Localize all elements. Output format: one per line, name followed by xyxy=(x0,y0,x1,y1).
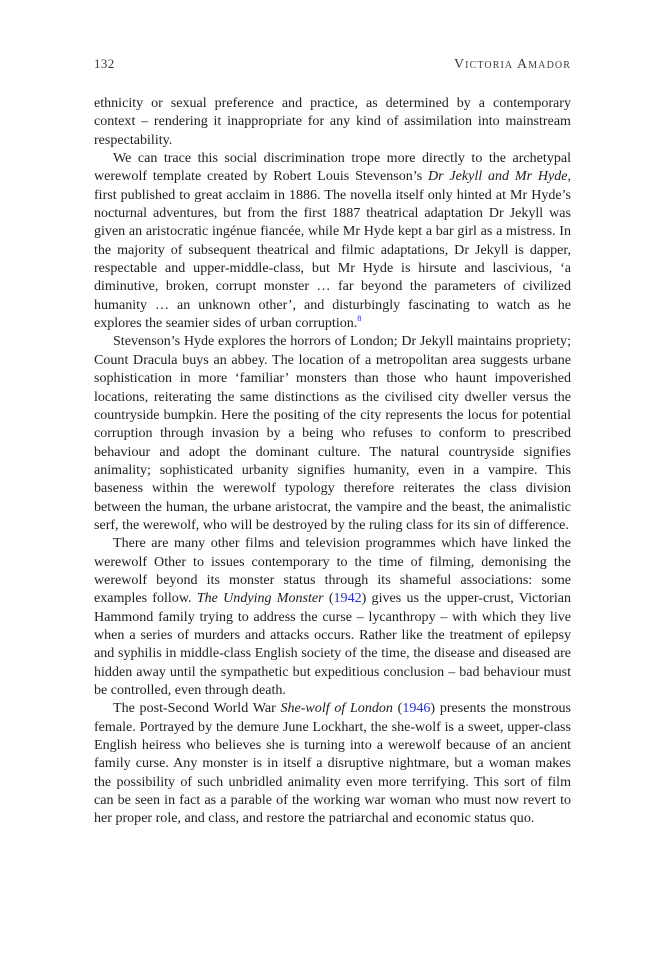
page-number: 132 xyxy=(94,56,115,71)
paragraph-4-text-d: ) gives us the upper-crust, Victorian Hammond family trying to address the curse – lycanthropy – with which they live when a series of murders and attacks occurs. Rather like the treatment of epilepsy and syphilis in middle-class English society of the time, the disease and diseased are hidden away until the sympathetic but expeditious conclusion – bad behaviour must be controlled, even through death. xyxy=(94,590,571,698)
film-title-she-wolf-of-london: She-wolf of London xyxy=(280,700,393,717)
film-title-undying-monster: The Undying Monster xyxy=(196,590,324,607)
paragraph-2-text-a: We can trace this social discrimination trope more directly to the archetypal werewolf template created by Robert Louis Stevenson’s xyxy=(94,150,571,185)
paragraph-3 xyxy=(94,332,571,534)
paragraph-5 xyxy=(94,699,571,827)
footnote-ref-8[interactable]: 8 xyxy=(357,313,362,324)
paragraph-4-text-a: There are many other films and television programmes which have linked the werewolf Other to issues contemporary to the time of filming, demonising the werewolf beyond its monster status through its shameful associations: some examples follow. xyxy=(94,535,571,607)
paragraph-1 xyxy=(94,94,571,149)
paragraph-2-text-c: , first published to great acclaim in 1886. The novella itself only hinted at Mr Hyde’s nocturnal adventures, but from the first 1887 theatrical adaptation Dr Jekyll was given an aristocratic ingénue fiancée, while Mr Hyde kept a bar girl as a mistress. In the majority of subsequent theatrical and filmic adaptations, Dr Jekyll is dapper, respectable and upper-middle-class, but Mr Hyde is hirsute and lascivious, ‘a diminutive, broken, corrupt monster … far beyond the parameters of civilized humanity … an unknown other’, and disturbingly fascinating to watch as he explores the seamier sides of urban corruption. xyxy=(94,168,572,332)
film-year-1942-link[interactable]: 1942 xyxy=(333,590,362,607)
paragraph-2 xyxy=(94,149,571,332)
running-header xyxy=(94,56,571,76)
paragraph-4 xyxy=(94,534,571,699)
paragraph-5-open-paren: ( xyxy=(392,700,403,717)
body-text xyxy=(94,94,571,828)
running-author: Victoria Amador xyxy=(453,57,571,72)
film-year-1946-link[interactable]: 1946 xyxy=(402,700,431,717)
paragraph-5-text-a: The post-Second World War xyxy=(113,700,281,717)
paragraph-3-text: Stevenson’s Hyde explores the horrors of London; Dr Jekyll maintains propriety; Count Dracula buys an abbey. The location of a metropolitan area suggests urbane sophistication in more ‘familiar’ monsters than those who haunt impoverished locations, reiterating the same distinctions as the civilised city dweller versus the countryside bumpkin. Here the positing of the city represents the locus for potential corruption through invasion by a being who refuses to conform to prescribed behaviour and adopt the dominant culture. The natural countryside signifies animality; sophisticated urbanity signifies humanity, even in a vampire. This baseness within the werewolf typology therefore reiterates the class division between the human, the urbane aristocrat, the vampire and the beast, the animalistic serf, the werewolf, who will be destroyed by the ruling class for its sin of difference. xyxy=(94,333,571,533)
book-title-jekyll-hyde: Dr Jekyll and Mr Hyde xyxy=(428,168,568,185)
book-page xyxy=(94,56,571,828)
paragraph-1-text: ethnicity or sexual preference and practice, as determined by a contemporary context – rendering it inappropriate for any kind of assimilation into mainstream respectability. xyxy=(94,95,571,148)
paragraph-4-open-paren: ( xyxy=(323,590,334,607)
paragraph-5-text-d: ) presents the monstrous female. Portrayed by the demure June Lockhart, the she-wolf is a sweet, upper-class English heiress who believes she is turning into a werewolf because of an ancient family curse. Any monster is in itself a disruptive nightmare, but a woman makes the possibility of such unbridled animality even more terrifying. This sort of film can be seen in fact as a parable of the working war woman who must now revert to her proper role, and class, and restore the patriarchal and economic status quo. xyxy=(94,700,571,827)
